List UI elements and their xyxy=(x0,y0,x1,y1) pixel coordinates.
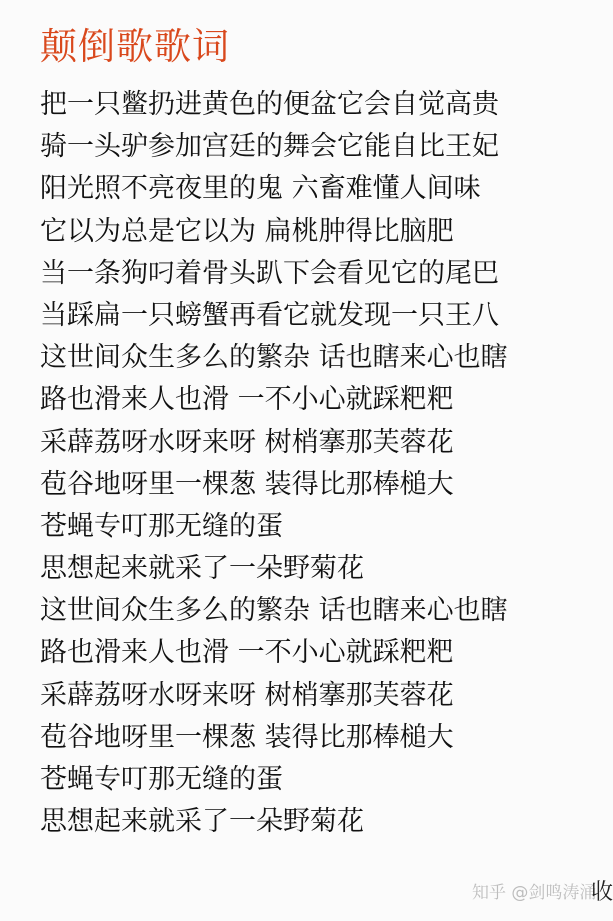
zhihu-watermark: 知乎 @剑鸣涛涌 xyxy=(472,883,597,903)
cropped-edge-text: 收 xyxy=(591,880,613,905)
lyrics-list xyxy=(40,84,508,843)
lyric-line: 它以为总是它以为 扁桃肿得比脑肥 xyxy=(40,215,454,247)
lyric-line: 阳光照不亮夜里的鬼 六畜难懂人间味 xyxy=(40,173,481,205)
lyric-line: 这世间众生多么的繁杂 话也瞎来心也瞎 xyxy=(40,342,508,374)
lyric-line: 苞谷地呀里一棵葱 装得比那棒槌大 xyxy=(40,468,454,500)
lyric-line: 当踩扁一只螃蟹再看它就发现一只王八 xyxy=(40,299,499,331)
lyric-line: 把一只鳖扔进黄色的便盆它会自觉高贵 xyxy=(40,89,499,120)
lyric-line: 思想起来就采了一朵野菊花 xyxy=(40,553,364,585)
page-title: 颠倒歌歌词 xyxy=(40,25,230,68)
lyric-line: 苞谷地呀里一棵葱 装得比那棒槌大 xyxy=(40,721,454,753)
lyric-line: 苍蝇专叮那无缝的蛋 xyxy=(40,764,283,795)
lyric-line: 采薜荔呀水呀来呀 树梢搴那芙蓉花 xyxy=(40,679,454,711)
lyric-line: 苍蝇专叮那无缝的蛋 xyxy=(40,510,283,542)
lyric-line: 采薜荔呀水呀来呀 树梢搴那芙蓉花 xyxy=(40,426,454,458)
lyric-line: 这世间众生多么的繁杂 话也瞎来心也瞎 xyxy=(40,595,508,627)
lyric-line: 骑一头驴参加宫廷的舞会它能自比王妃 xyxy=(40,131,499,163)
lyric-line: 路也滑来人也滑 一不小心就踩粑粑 xyxy=(40,384,454,416)
lyric-line: 当一条狗叼着骨头趴下会看见它的尾巴 xyxy=(40,257,499,289)
lyric-line: 思想起来就采了一朵野菊花 xyxy=(40,806,364,838)
lyric-line: 路也滑来人也滑 一不小心就踩粑粑 xyxy=(40,637,454,669)
